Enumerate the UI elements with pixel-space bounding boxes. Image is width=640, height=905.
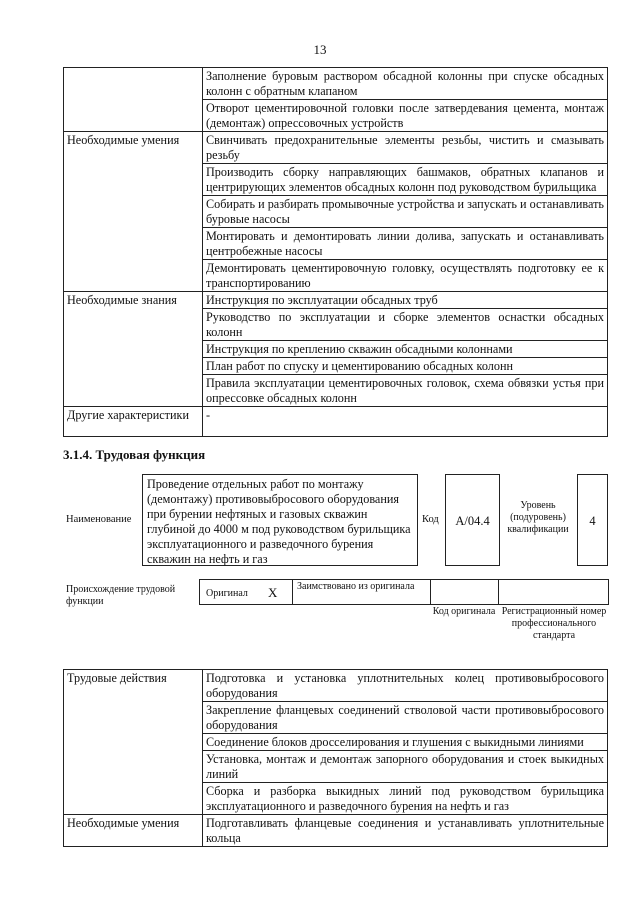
table-row bbox=[64, 407, 608, 437]
list-item: Собирать и разбирать промывочные устройства и запускать и останавливать буровые насосы bbox=[203, 196, 608, 228]
borrowed-label: Заимствовано из оригинала bbox=[297, 581, 415, 592]
code-label: Код bbox=[422, 514, 439, 525]
table-row bbox=[64, 68, 608, 100]
list-item: Подготавливать фланцевые соединения и устанавливать уплотнительные кольца bbox=[203, 815, 608, 847]
list-item: Правила эксплуатации цементировочных головок, схема обвязки устья при опрессовке обсадных колонн bbox=[203, 375, 608, 407]
list-item: Установка, монтаж и демонтаж запорного оборудования и стоек выкидных линий bbox=[203, 751, 608, 783]
function-name-box bbox=[142, 474, 418, 566]
list-item: Производить сборку направляющих башмаков, обратных клапанов и центрирующих элементов обсадных колонн под руководством бурильщика bbox=[203, 164, 608, 196]
list-item: Подготовка и установка уплотнительных колец противовыбросового оборудования bbox=[203, 670, 608, 702]
list-item: Закрепление фланцевых соединений стволовой части противовыбросового оборудования bbox=[203, 702, 608, 734]
labor-actions-table bbox=[63, 669, 608, 847]
reg-caption: Регистрационный номер профессионального стандарта bbox=[501, 606, 607, 641]
row-label bbox=[64, 68, 203, 132]
skills-knowledge-table bbox=[63, 67, 608, 437]
list-item: Инструкция по креплению скважин обсадными колоннами bbox=[203, 341, 608, 358]
origin-row bbox=[199, 579, 609, 605]
original-label: Оригинал bbox=[206, 588, 248, 599]
list-item: Монтировать и демонтировать линии долива, запускать и останавливать центробежные насосы bbox=[203, 228, 608, 260]
page-number: 13 bbox=[313, 42, 327, 57]
divider bbox=[292, 580, 293, 604]
row-label-skills: Необходимые умения bbox=[64, 132, 203, 292]
code-value: А/04.4 bbox=[455, 514, 490, 528]
list-item: План работ по спуску и цементированию обсадных колонн bbox=[203, 358, 608, 375]
table-row bbox=[64, 292, 608, 309]
level-value: 4 bbox=[589, 514, 596, 528]
row-label-skills: Необходимые умения bbox=[64, 815, 203, 847]
table-row bbox=[64, 815, 608, 847]
name-label: Наименование bbox=[66, 514, 132, 525]
list-item: Сборка и разборка выкидных линий под руководством бурильщика эксплуатационного и разведочного бурения на нефть и газ bbox=[203, 783, 608, 815]
function-name: Проведение отдельных работ по монтажу (демонтажу) противовыбросового оборудования при бурении нефтяных и газовых скважин глубиной до 4000 м под руководством бурильщика эксплуатационного и разведочного бурения скважин на нефть и газ bbox=[147, 477, 411, 566]
divider bbox=[430, 580, 431, 604]
list-item: Демонтировать цементировочную головку, осуществлять подготовку ее к транспортированию bbox=[203, 260, 608, 292]
list-item: Заполнение буровым раствором обсадной колонны при спуске обсадных колонн с обратным клапаном bbox=[203, 68, 608, 100]
original-mark: X bbox=[268, 585, 278, 600]
level-value-box bbox=[577, 474, 608, 566]
row-label-other: Другие характеристики bbox=[64, 407, 203, 437]
list-item: Соединение блоков дросселирования и глушения с выкидными линиями bbox=[203, 734, 608, 751]
table-row bbox=[64, 670, 608, 702]
list-item: Инструкция по эксплуатации обсадных труб bbox=[203, 292, 608, 309]
list-item: - bbox=[203, 407, 608, 437]
level-label: Уровень (подуровень) квалификации bbox=[507, 500, 569, 535]
table-row bbox=[64, 132, 608, 164]
list-item: Отворот цементировочной головки после затвердевания цемента, монтаж (демонтаж) опрессовочных устройств bbox=[203, 100, 608, 132]
code-value-box bbox=[445, 474, 500, 566]
code-caption: Код оригинала bbox=[432, 606, 496, 617]
divider bbox=[498, 580, 499, 604]
origin-label: Происхождение трудовой функции bbox=[66, 584, 176, 607]
list-item: Свинчивать предохранительные элементы резьбы, чистить и смазывать резьбу bbox=[203, 132, 608, 164]
section-title: 3.1.4. Трудовая функция bbox=[63, 447, 206, 462]
row-label-knowledge: Необходимые знания bbox=[64, 292, 203, 407]
list-item: Руководство по эксплуатации и сборке элементов оснастки обсадных колонн bbox=[203, 309, 608, 341]
row-label-actions: Трудовые действия bbox=[64, 670, 203, 815]
